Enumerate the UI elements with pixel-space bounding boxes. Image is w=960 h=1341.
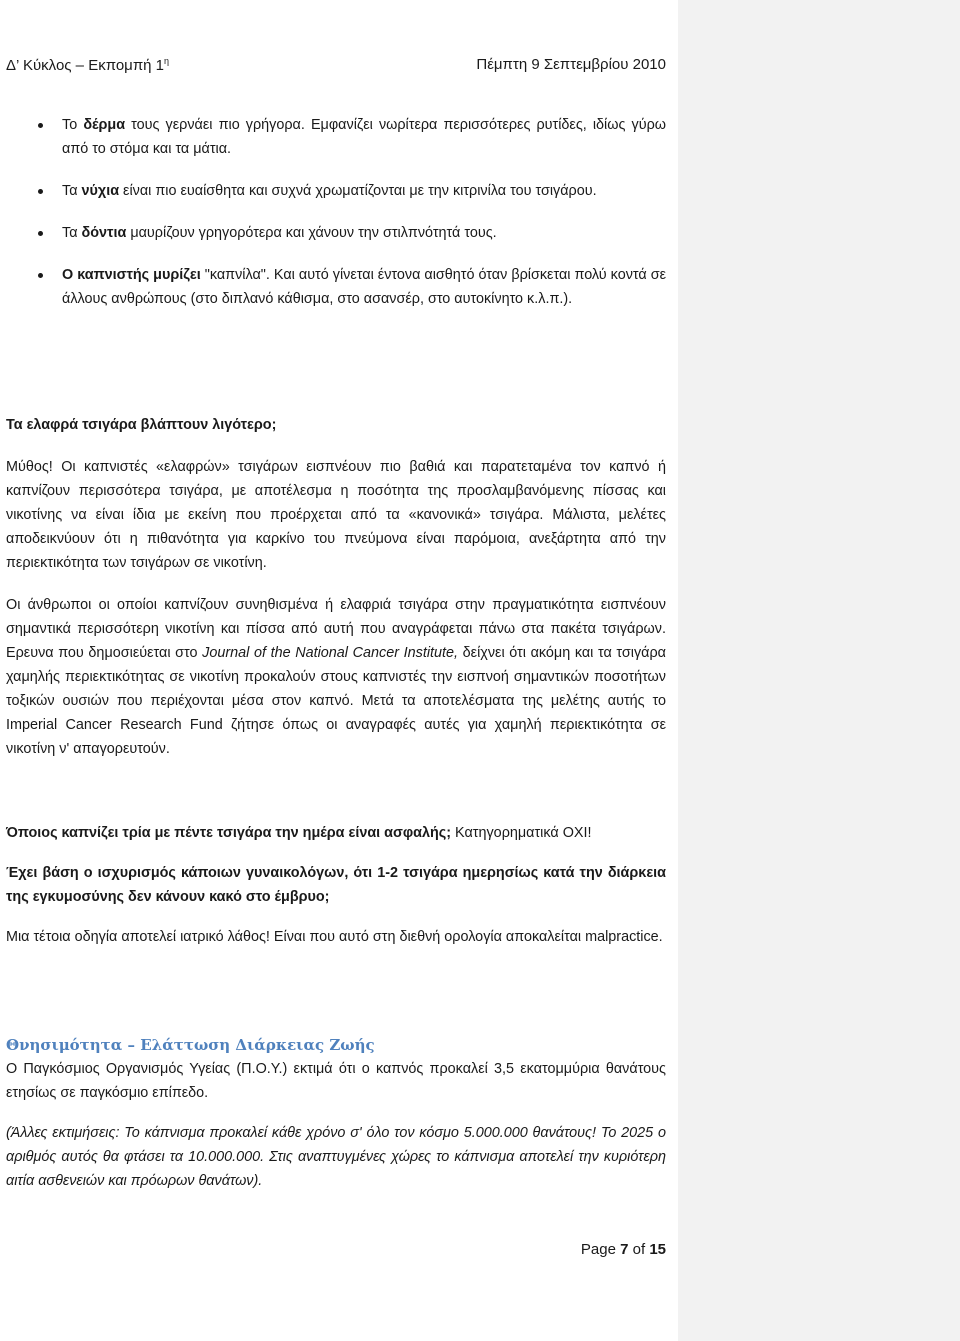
safe-smoking-section xyxy=(6,821,666,949)
bold-term: δέρμα xyxy=(83,117,126,133)
light-cigarettes-section xyxy=(6,413,666,761)
effects-list xyxy=(6,113,666,311)
header-episode: Δ’ Κύκλος – Εκπομπή 1 xyxy=(6,57,165,74)
effects-list-block xyxy=(6,113,666,329)
page-number: Page 7 of 15 xyxy=(580,1241,666,1258)
header-episode-sup: η xyxy=(164,56,170,66)
list-item: Τα δόντια μαυρίζουν γρηγορότερα και χάνουν την στιλπνότητά τους. xyxy=(6,221,666,245)
paragraph: Μύθος! Οι καπνιστές «ελαφρών» τσιγάρων εισπνέουν πιο βαθιά και παρατεταμένα τον καπνό ή καπνίζουν περισσότερα τσιγάρα, με αποτέλεσμα η ποσότητα της προσλαμβανόμενης πίσσας και νικοτίνης να είναι ίδια με εκείνη που προέρχεται από τα «κανονικά» τσιγάρα. Μάλιστα, μελέτες αποδεικνύουν ότι η πιθανότητα για καρκίνο του πνεύμονα είναι παρόμοια, ανεξάρτητα από την περιεκτικότητα των τσιγάρων σε νικοτίνη. xyxy=(6,459,666,571)
list-item: Ο καπνιστής μυρίζει "καπνίλα". Και αυτό γίνεται έντονα αισθητό όταν βρίσκεται πολύ κοντά σε άλλους ανθρώπους (στο διπλανό κάθισμα, στο ασανσέρ, στο αυτοκίνητο κ.λ.π.). xyxy=(6,263,666,311)
list-item: Τα νύχια είναι πιο ευαίσθητα και συχνά χρωματίζονται με την κιτρινίλα του τσιγάρου. xyxy=(6,179,666,203)
journal-name: Journal of the National Cancer Institute, xyxy=(202,645,459,661)
list-item: Το δέρμα τους γερνάει πιο γρήγορα. Εμφανίζει νωρίτερα περισσότερες ρυτίδες, ιδίως γύρω από το στόμα και τα μάτια. xyxy=(6,113,666,161)
paragraph: Ο Παγκόσμιος Οργανισμός Υγείας (Π.Ο.Υ.) εκτιμά ότι ο καπνός προκαλεί 3,5 εκατομμύρια θανάτους ετησίως σε παγκόσμιο επίπεδο. xyxy=(6,1061,666,1101)
paragraph: Οι άνθρωποι οι οποίοι καπνίζουν συνηθισμένα ή ελαφριά τσιγάρα στην πραγματικότητα εισπνέουν σημαντικά περισσότερη νικοτίνη και πίσσα από αυτή που αναγράφεται πάνω στα πακέτα τσιγάρων. Ερευνα που δημοσιεύεται στο Journal of the National Cancer Institute, δείχνει ότι ακόμη και τα τσιγάρα χαμηλής περιεκτικότητας σε νικοτίνη προκαλούν στους καπνιστές την εισπνοή σημαντικών ποσοτήτων τοξικών ουσιών που περιέχονται μέσα στον καπνό. Μετά τα αποτελέσματα της μελέτης αυτής το Imperial Cancer Research Fund ζήτησε όπως οι αναγραφές αυτές για χαμηλή περιεκτικότητα σε νικοτίνη ν' απαγορευτούν. xyxy=(6,597,666,757)
mortality-section xyxy=(6,1033,666,1193)
bold-term: Ο καπνιστής μυρίζει xyxy=(62,267,201,283)
question: Όποιος καπνίζει τρία με πέντε τσιγάρα την ημέρα είναι ασφαλής; Κατηγορηματικά ΟΧΙ! xyxy=(6,825,592,841)
header-date: Πέμπτη 9 Σεπτεμβρίου 2010 xyxy=(476,56,666,73)
bold-term: νύχια xyxy=(81,183,120,199)
paragraph: Μια τέτοια οδηγία αποτελεί ιατρικό λάθος! Είναι που αυτό στη διεθνή ορολογία αποκαλείται malpractice. xyxy=(6,929,663,945)
section-heading: Τα ελαφρά τσιγάρα βλάπτουν λιγότερο; xyxy=(6,417,277,433)
section-title: Θνησιμότητα – Ελάττωση Διάρκειας Ζωής xyxy=(6,1036,375,1054)
italic-paragraph: (Άλλες εκτιμήσεις: Το κάπνισμα προκαλεί κάθε χρόνο σ' όλο τον κόσμο 5.000.000 θανάτους! Το 2025 ο αριθμός αυτός θα φτάσει τα 10.000.000. Στις αναπτυγμένες χώρες το κάπνισμα αποτελεί την κυριότερη αιτία ασθενειών και πρόωρων θανάτων). xyxy=(6,1125,666,1189)
bold-term: δόντια xyxy=(81,225,127,241)
header-left xyxy=(6,56,169,74)
comment-sidebar xyxy=(678,0,960,1341)
claim-question: Έχει βάση ο ισχυρισμός κάποιων γυναικολόγων, ότι 1-2 τσιγάρα ημερησίως κατά την διάρκεια της εγκυμοσύνης δεν κάνουν κακό στο έμβρυο; xyxy=(6,865,666,905)
